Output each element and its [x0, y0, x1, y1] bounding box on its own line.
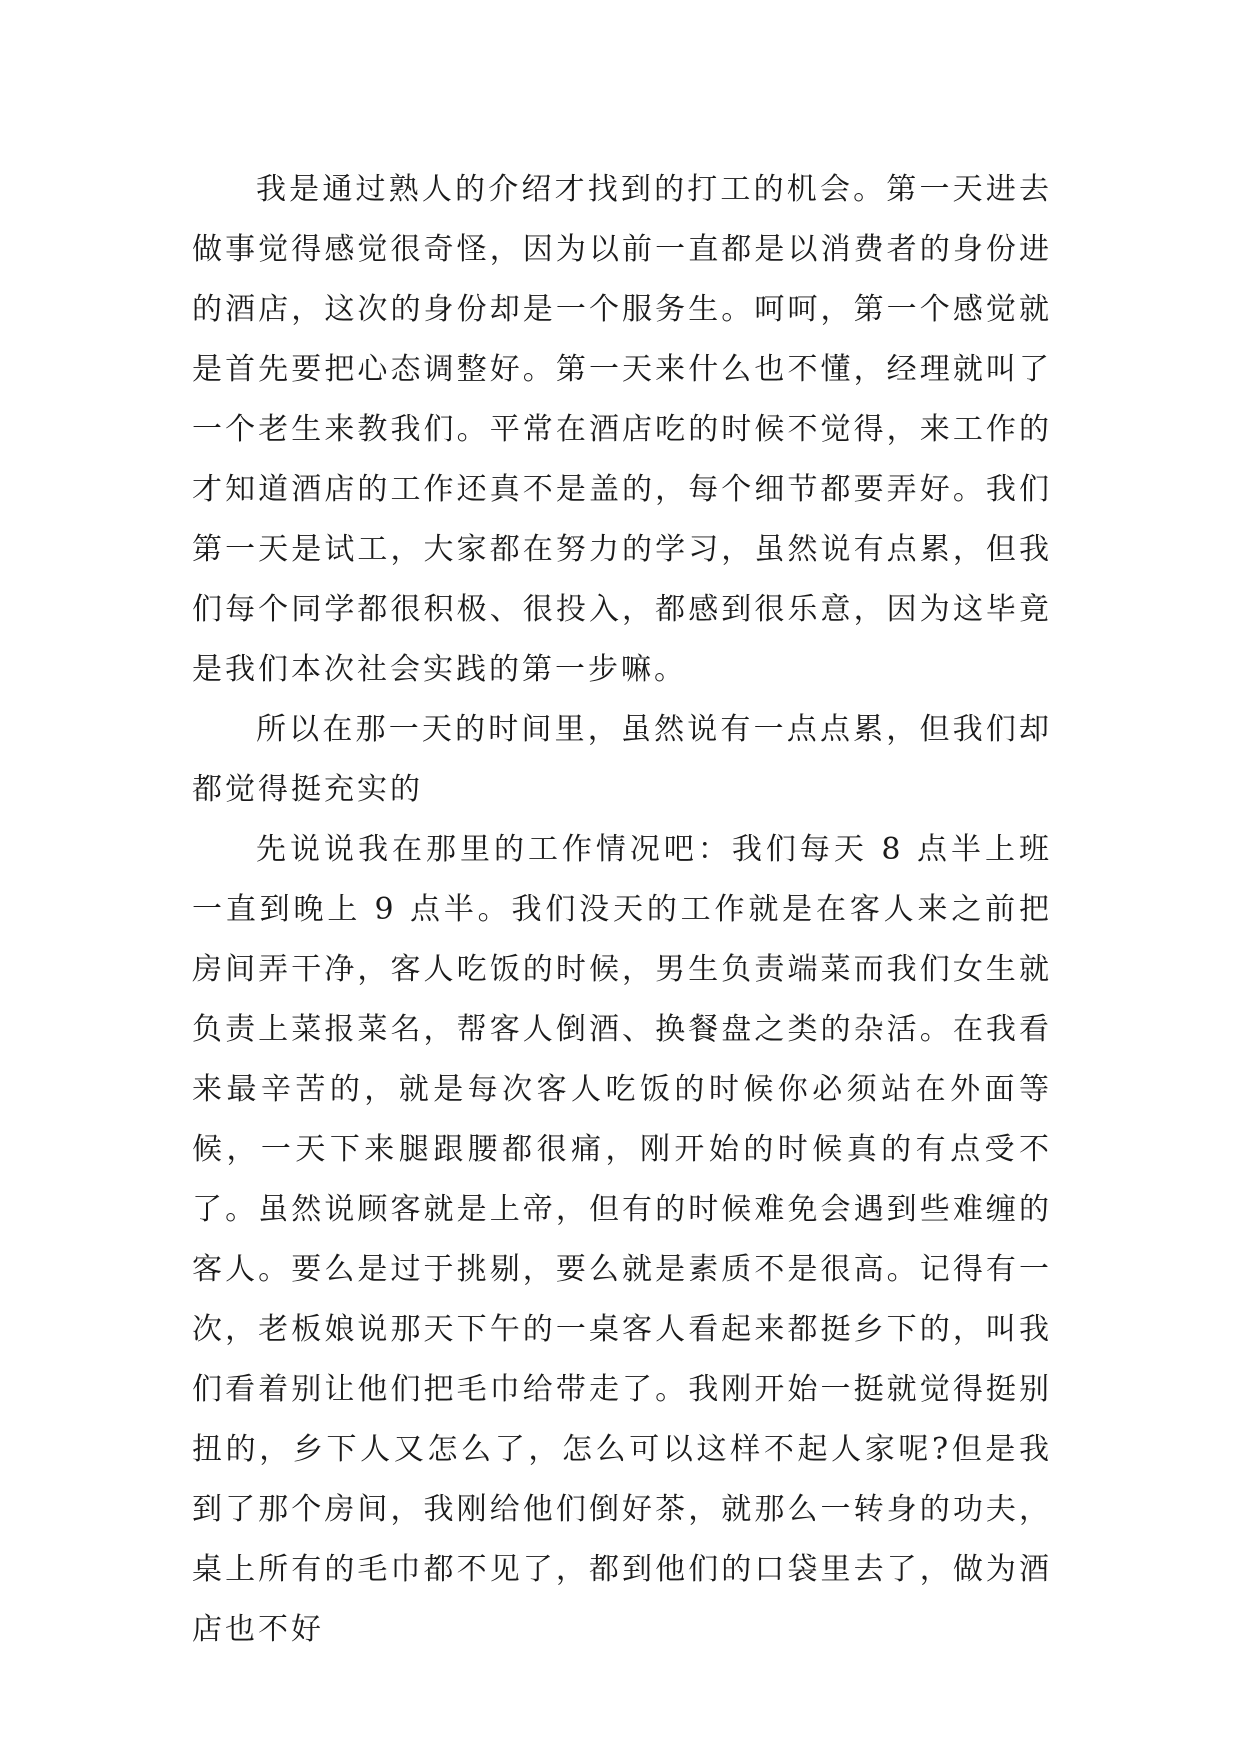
paragraph-3: 先说说我在那里的工作情况吧：我们每天 8 点半上班一直到晚上 9 点半。我们没天的工作就是在客人来之前把房间弄干净，客人吃饭的时候，男生负责端菜而我们女生就负责上菜报菜名，帮客人倒酒、换餐盘之类的杂活。在我看来最辛苦的，就是每次客人吃饭的时候你必须站在外面等候，一天下来腿跟腰都很痛，刚开始的时候真的有点受不了。虽然说顾客就是上帝，但有的时候难免会遇到些难缠的客人。要么是过于挑剔，要么就是素质不是很高。记得有一次，老板娘说那天下午的一桌客人看起来都挺乡下的，叫我们看着别让他们把毛巾给带走了。我刚开始一挺就觉得挺别扭的，乡下人又怎么了，怎么可以这样不起人家呢?但是我到了那个房间，我刚给他们倒好茶，就那么一转身的功夫，桌上所有的毛巾都不见了，都到他们的口袋里去了，做为酒店也不好	[192, 832, 1052, 1647]
paragraph-1: 我是通过熟人的介绍才找到的打工的机会。第一天进去做事觉得感觉很奇怪，因为以前一直都是以消费者的身份进的酒店，这次的身份却是一个服务生。呵呵，第一个感觉就是首先要把心态调整好。第一天来什么也不懂，经理就叫了一个老生来教我们。平常在酒店吃的时候不觉得，来工作的才知道酒店的工作还真不是盖的，每个细节都要弄好。我们第一天是试工，大家都在努力的学习，虽然说有点累，但我们每个同学都很积极、很投入，都感到很乐意，因为这毕竟是我们本次社会实践的第一步嘛。	[192, 172, 1052, 687]
paragraph-2: 所以在那一天的时间里，虽然说有一点点累，但我们却都觉得挺充实的	[192, 712, 1052, 807]
document-body	[192, 160, 1052, 1660]
